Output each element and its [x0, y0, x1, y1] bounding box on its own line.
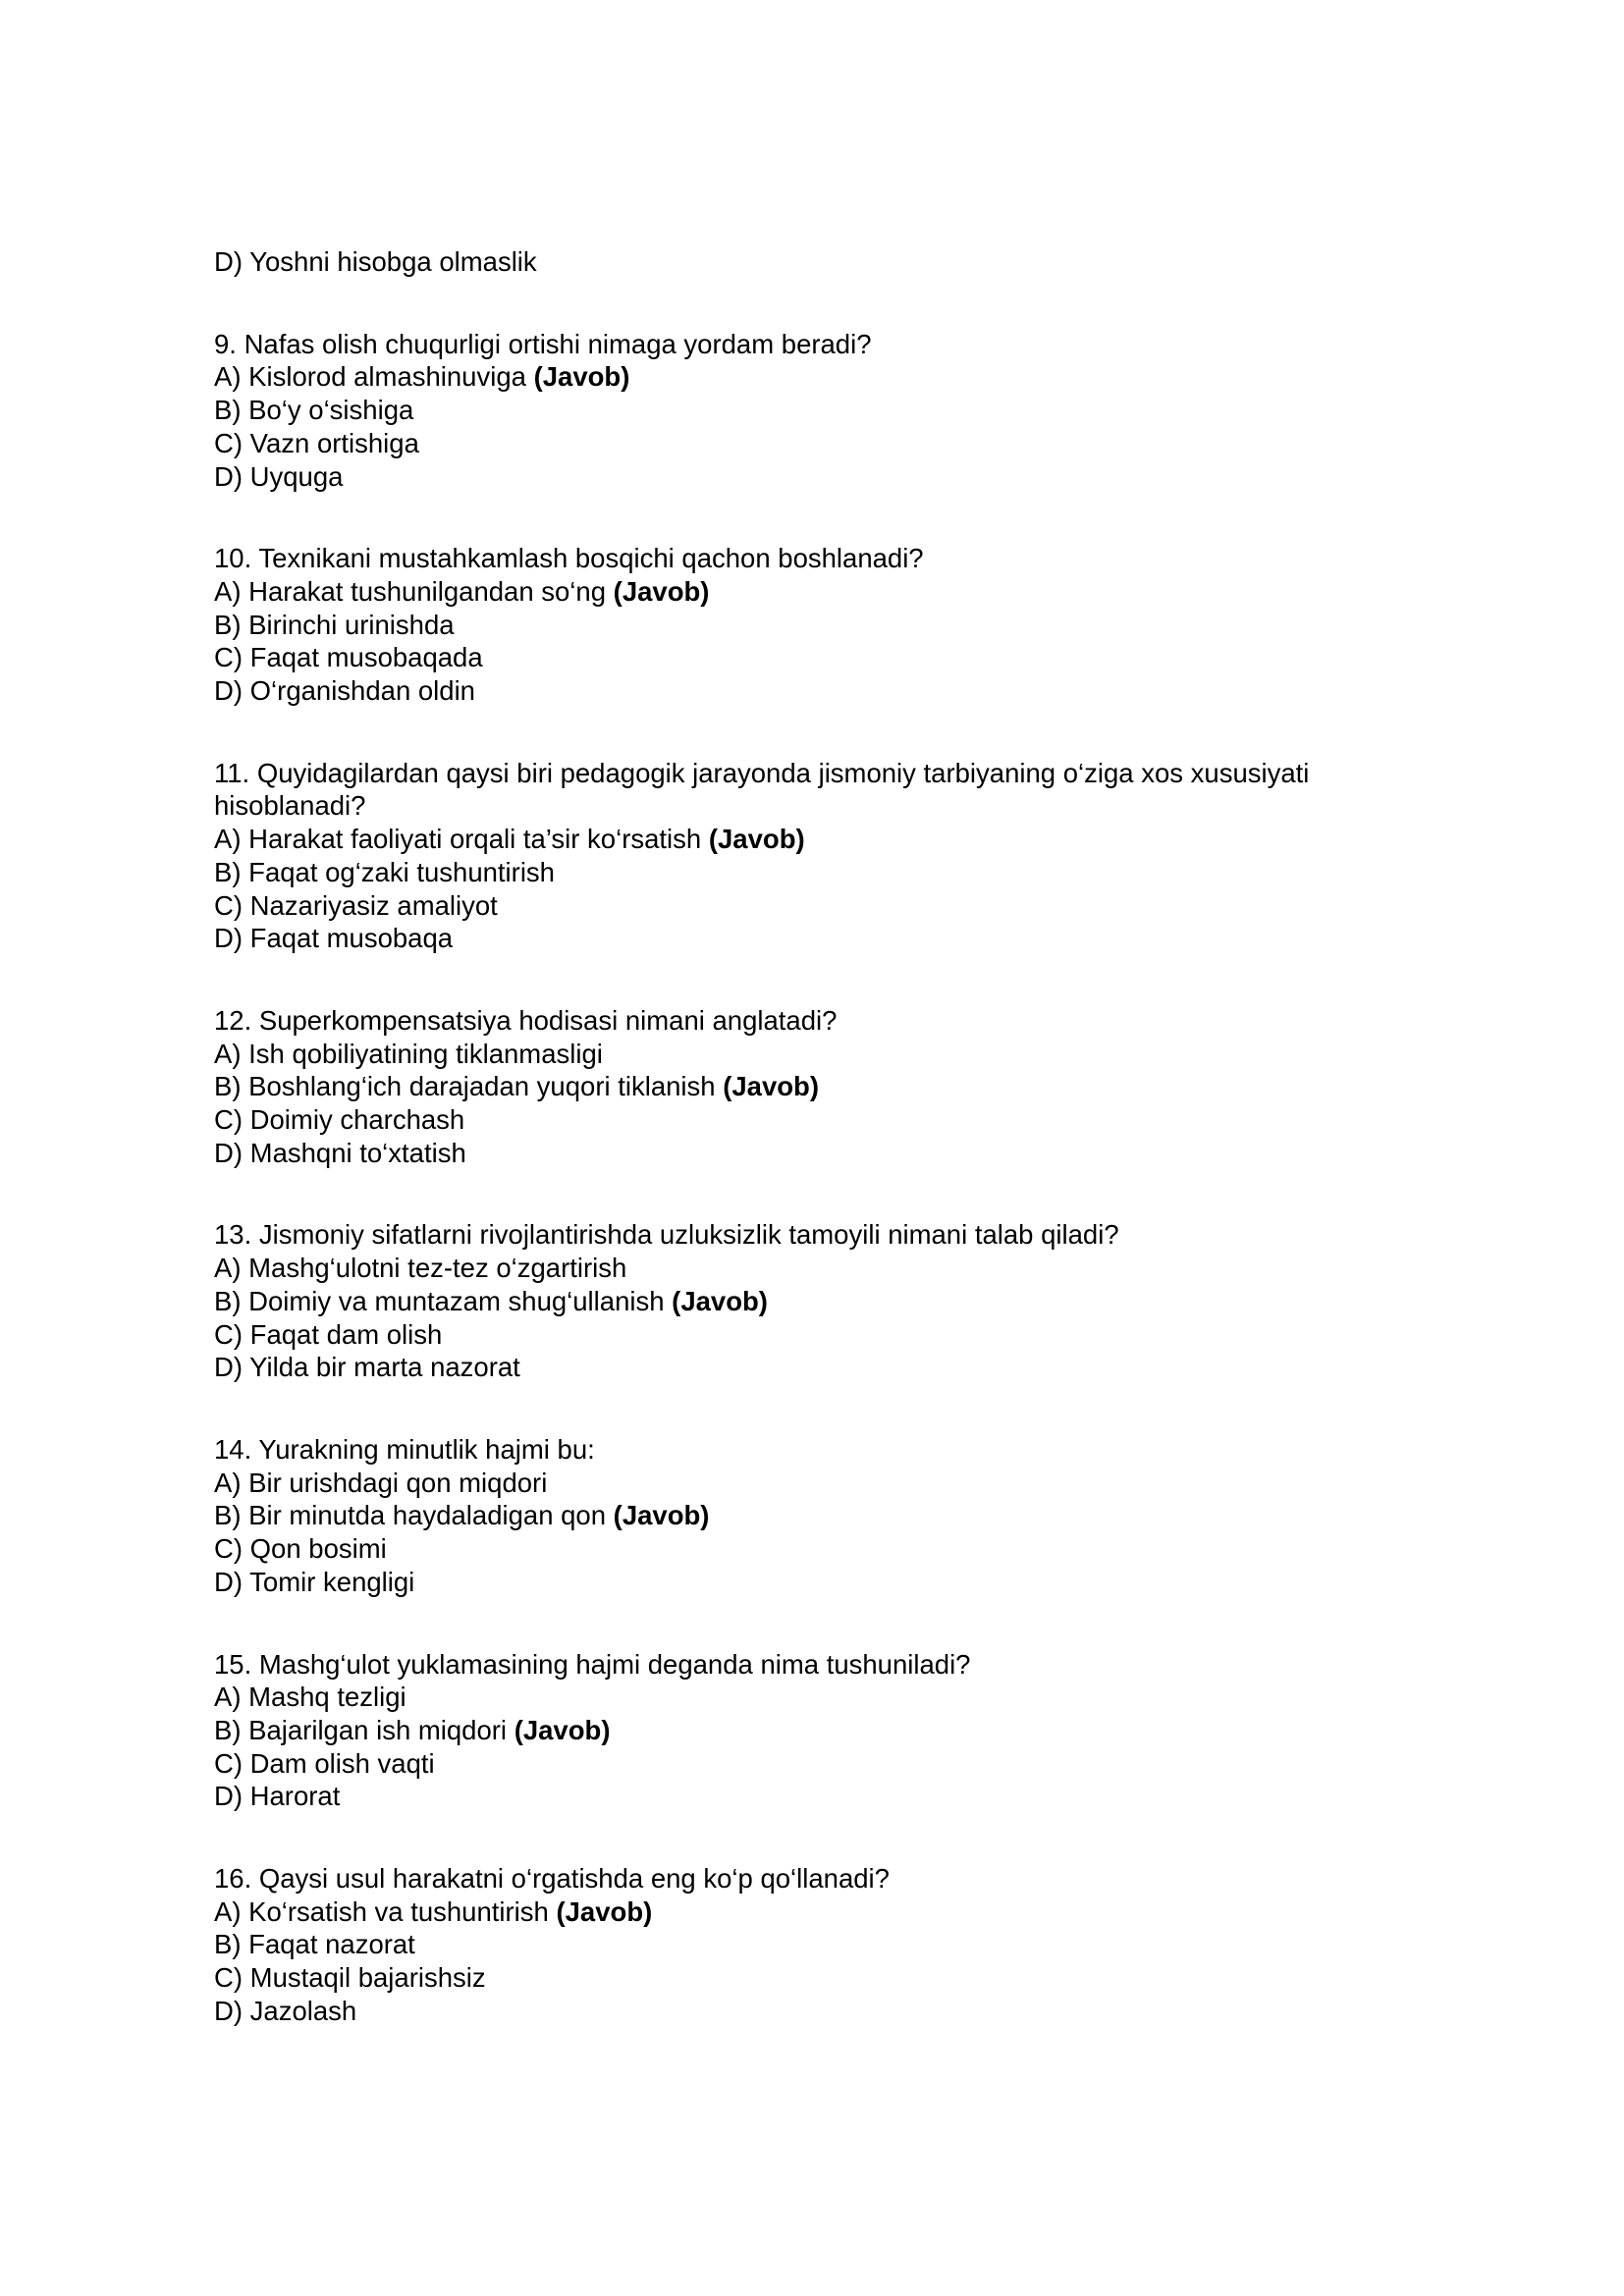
option-text: B) Bo‘y o‘sishiga	[214, 395, 414, 426]
question-text: 16. Qaysi usul harakatni o‘rgatishda eng ko‘p qo‘llanadi?	[214, 1863, 890, 1895]
answer-option	[214, 1995, 1412, 2028]
question-text: 11. Quyidagilardan qaysi biri pedagogik jarayonda jismoniy tarbiyaning o‘ziga xos xususiyati hisoblanadi?	[214, 757, 1310, 822]
option-text: C) Doimiy charchash	[214, 1104, 465, 1136]
answer-option	[214, 823, 1412, 856]
answer-option	[214, 1681, 1412, 1714]
option-text: D) Mashqni to‘xtatish	[214, 1137, 466, 1168]
option-text: D) Faqat musobaqa	[214, 923, 454, 954]
answer-option	[214, 394, 1412, 427]
option-text: D) Jazolash	[214, 1995, 357, 2026]
option-text: C) Qon bosimi	[214, 1533, 387, 1565]
question-block	[214, 328, 1412, 494]
correct-answer-marker: (Javob)	[672, 1285, 768, 1316]
question-list	[214, 328, 1412, 2028]
answer-option	[214, 1532, 1412, 1566]
answer-option	[214, 1038, 1412, 1071]
answer-option	[214, 575, 1412, 609]
correct-answer-marker: (Javob)	[708, 824, 805, 855]
option-text: A) Harakat faoliyati orqali ta’sir ko‘rsatish	[214, 824, 702, 855]
option-text: D) Uyquga	[214, 460, 344, 492]
option-text: A) Ko‘rsatish va tushuntirish	[214, 1896, 549, 1927]
option-text: C) Mustaqil bajarishsiz	[214, 1962, 486, 1994]
option-text: B) Boshlang‘ich darajadan yuqori tiklanish	[214, 1071, 716, 1102]
question-block	[214, 757, 1412, 955]
answer-option	[214, 427, 1412, 460]
correct-answer-marker: (Javob)	[556, 1896, 653, 1927]
question-block	[214, 542, 1412, 708]
answer-option	[214, 1252, 1412, 1285]
option-text: B) Bajarilgan ish miqdori	[214, 1714, 508, 1745]
option-text: C) Nazariyasiz amaliyot	[214, 889, 498, 921]
answer-option	[214, 641, 1412, 674]
question-text: 13. Jismoniy sifatlarni rivojlantirishda uzluksizlik tamoyili nimani talab qiladi?	[214, 1219, 1119, 1251]
option-text: A) Bir urishdagi qon miqdori	[214, 1467, 548, 1498]
option-text: C) Faqat dam olish	[214, 1318, 443, 1350]
question-text: 10. Texnikani mustahkamlash bosqichi qachon boshlanadi?	[214, 543, 924, 574]
answer-option	[214, 856, 1412, 889]
answer-option	[214, 1747, 1412, 1781]
answer-option	[214, 1351, 1412, 1384]
answer-option	[214, 1714, 1412, 1747]
question-text: 9. Nafas olish chuqurligi ortishi nimaga yordam beradi?	[214, 328, 872, 359]
option-text: A) Harakat tushunilgandan so‘ng	[214, 575, 607, 607]
correct-answer-marker: (Javob)	[514, 1714, 611, 1745]
document-page	[214, 245, 1412, 2028]
question-text: 12. Superkompensatsiya hodisasi nimani anglatadi?	[214, 1004, 838, 1036]
option-text: B) Faqat og‘zaki tushuntirish	[214, 856, 555, 887]
option-text: A) Ish qobiliyatining tiklanmasligi	[214, 1038, 603, 1069]
answer-option	[214, 1318, 1412, 1352]
option-text: D) Tomir kengligi	[214, 1566, 415, 1597]
leading-option: D) Yoshni hisobga olmaslik	[214, 246, 537, 277]
option-text: C) Faqat musobaqada	[214, 642, 483, 673]
answer-option	[214, 674, 1412, 708]
option-text: B) Bir minutda haydaladigan qon	[214, 1500, 607, 1531]
option-text: A) Mashg‘ulotni tez-tez o‘zgartirish	[214, 1253, 627, 1284]
answer-option	[214, 1928, 1412, 1961]
answer-option	[214, 1467, 1412, 1500]
answer-option	[214, 609, 1412, 642]
answer-option	[214, 889, 1412, 923]
answer-option	[214, 922, 1412, 955]
answer-option	[214, 1137, 1412, 1170]
question-block	[214, 1004, 1412, 1170]
option-text: A) Mashq tezligi	[214, 1682, 406, 1713]
option-text: D) Yilda bir marta nazorat	[214, 1352, 520, 1383]
question-block	[214, 1433, 1412, 1599]
option-text: C) Dam olish vaqti	[214, 1747, 435, 1779]
correct-answer-marker: (Javob)	[613, 1500, 710, 1531]
answer-option	[214, 360, 1412, 394]
question-block	[214, 1862, 1412, 2028]
answer-option	[214, 1780, 1412, 1813]
answer-option	[214, 1896, 1412, 1929]
answer-option	[214, 1103, 1412, 1137]
option-text: D) O‘rganishdan oldin	[214, 675, 475, 707]
option-text: A) Kislorod almashinuviga	[214, 361, 526, 393]
correct-answer-marker: (Javob)	[613, 575, 710, 607]
answer-option	[214, 460, 1412, 494]
option-text: C) Vazn ortishiga	[214, 427, 419, 458]
question-text: 15. Mashg‘ulot yuklamasining hajmi deganda nima tushuniladi?	[214, 1648, 971, 1680]
question-block	[214, 1648, 1412, 1814]
option-text: B) Doimiy va muntazam shug‘ullanish	[214, 1285, 665, 1316]
answer-option	[214, 1070, 1412, 1103]
question-block	[214, 1218, 1412, 1384]
answer-option	[214, 1961, 1412, 1995]
correct-answer-marker: (Javob)	[533, 361, 630, 393]
question-text: 14. Yurakning minutlik hajmi bu:	[214, 1433, 595, 1465]
correct-answer-marker: (Javob)	[723, 1071, 820, 1102]
option-text: B) Faqat nazorat	[214, 1929, 415, 1960]
answer-option	[214, 1499, 1412, 1532]
option-text: D) Harorat	[214, 1781, 341, 1812]
option-text: B) Birinchi urinishda	[214, 609, 455, 640]
answer-option	[214, 1566, 1412, 1599]
answer-option	[214, 1285, 1412, 1318]
